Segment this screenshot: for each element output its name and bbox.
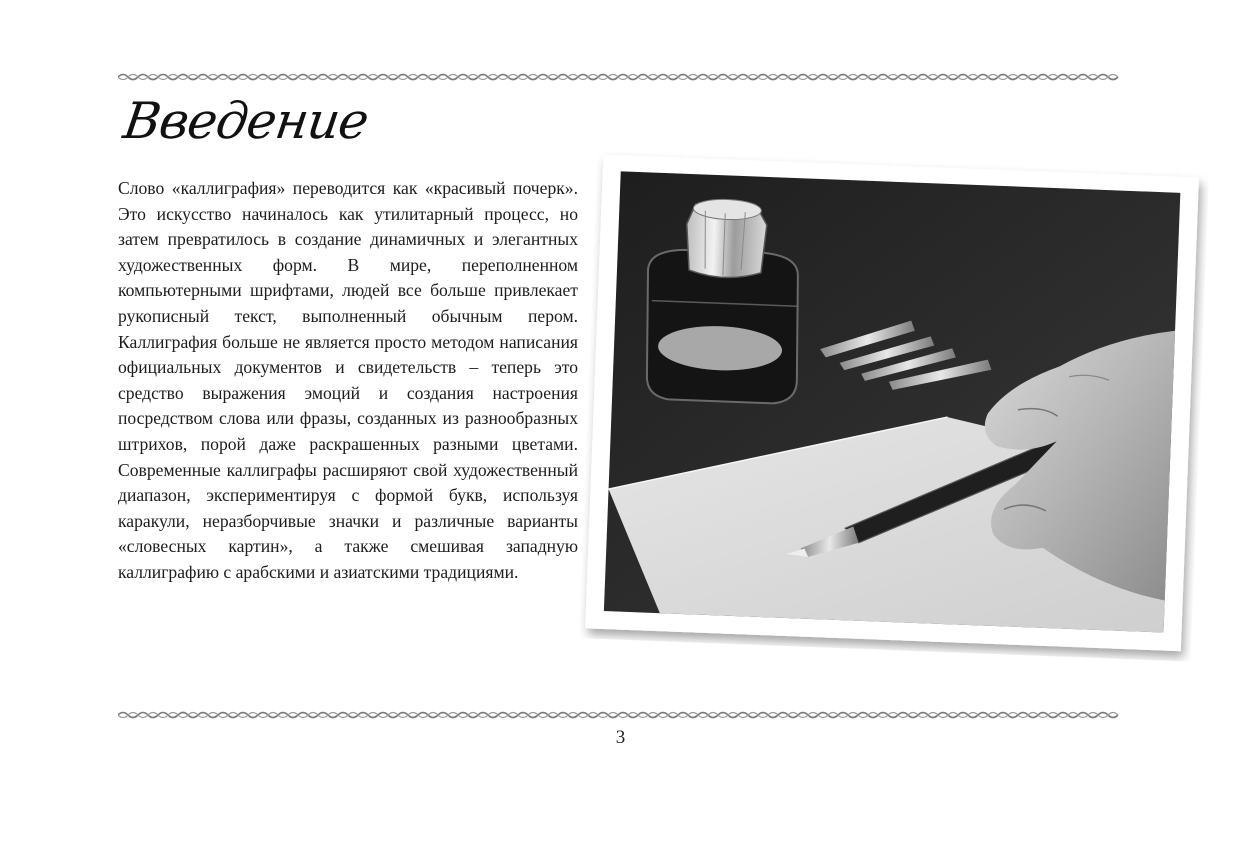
calligraphy-photo	[579, 148, 1209, 661]
bottom-wavy-divider	[118, 709, 1122, 721]
intro-paragraph: Слово «каллиграфия» переводится как «красивый почерк». Это искусство начиналось как утилитарный процесс, но затем превратилось в создание динамичных и элегантных художественных форм. В мире, переполненном компьютерными шрифтами, людей все больше привлекает рукописный текст, выполненный обычным пером. Каллиграфия больше не является просто методом написания официальных документов и свидетельств – теперь это средство выражения эмоций и создания настроения посредством слова или фразы, созданных из разнообразных штрихов, порой даже раскрашенных разными цветами. Современные каллиграфы расширяют свой художественный диапазон, экспериментируя с формой букв, используя каракули, неразборчивые значки и различные варианты «словесных картин», а также смешивая западную каллиграфию с арабскими и азиатскими традициями.	[118, 178, 578, 582]
top-wavy-divider	[118, 71, 1122, 83]
photo-image	[604, 171, 1180, 632]
page-title: Введение	[120, 92, 372, 150]
page-number: 3	[615, 727, 626, 748]
